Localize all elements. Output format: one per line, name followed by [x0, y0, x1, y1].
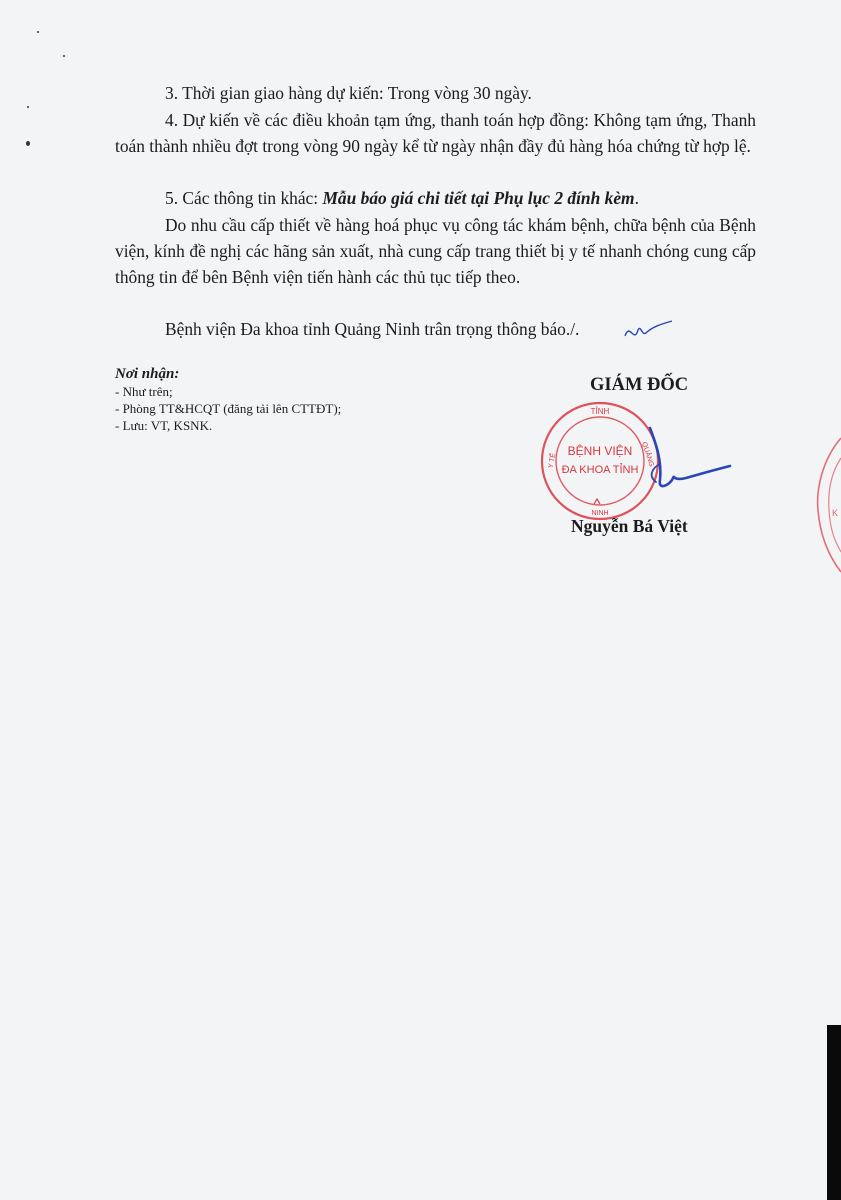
- scan-speck: [27, 106, 29, 108]
- recipients-block: [115, 366, 341, 434]
- scan-edge-bar: [827, 1025, 841, 1200]
- stamp-left-text: Y TẾ: [547, 452, 558, 469]
- recipients-title: Nơi nhận:: [115, 366, 180, 382]
- stamp-inner-line-2: ĐA KHOA TỈNH: [561, 464, 639, 476]
- scan-speck: [63, 55, 65, 57]
- stamp-bottom-text: NINH: [591, 510, 609, 517]
- item-5-other-info: [165, 185, 639, 211]
- closing-line: Bệnh viện Đa khoa tỉnh Quảng Ninh trân trọng thông báo./.: [165, 319, 580, 339]
- item-5-emphasis: Mẫu báo giá chi tiết tại Phụ lục 2 đính kèm: [322, 188, 635, 208]
- scan-speck: [26, 141, 30, 146]
- stamp-top-text: TỈNH: [590, 407, 610, 416]
- item-5-prefix: 5. Các thông tin khác:: [165, 188, 323, 208]
- item-5-suffix: .: [634, 188, 639, 208]
- recipient-item: - Như trên;: [115, 384, 173, 399]
- director-title: GIÁM ĐỐC: [590, 375, 689, 395]
- partial-stamp-icon: [812, 430, 841, 580]
- recipient-item: - Lưu: VT, KSNK.: [115, 418, 213, 433]
- stamp-inner-line-1: BỆNH VIỆN: [567, 444, 633, 458]
- request-paragraph: Do nhu cầu cấp thiết về hàng hoá phục vụ công tác khám bệnh, chữa bệnh của Bệnh viện, kính đề nghị các hãng sản xuất, nhà cung cấp trang thiết bị y tế nhanh chóng cung cấp thông tin để bên Bệnh viện tiến hành các thủ tục tiếp theo.: [115, 215, 756, 287]
- item-3-delivery-time: 3. Thời gian giao hàng dự kiến: Trong vòng 30 ngày.: [165, 83, 532, 103]
- scan-speck: [37, 31, 39, 33]
- item-4-payment-terms: 4. Dự kiến về các điều khoản tạm ứng, thanh toán hợp đồng: Không tạm ứng, Thanh toán thành nhiều đợt trong vòng 90 ngày kể từ ngày nhận đầy đủ hàng hóa chứng từ hợp lệ.: [115, 110, 756, 156]
- stamp-right-text: QUẢNG: [640, 441, 655, 468]
- signer-name: Nguyễn Bá Việt: [571, 516, 688, 536]
- recipient-item: - Phòng TT&HCQT (đăng tải lên CTTĐT);: [115, 401, 342, 416]
- svg-text:K: K: [832, 508, 839, 518]
- handwritten-signature-icon: [600, 424, 735, 504]
- initial-mark-icon: [622, 318, 674, 344]
